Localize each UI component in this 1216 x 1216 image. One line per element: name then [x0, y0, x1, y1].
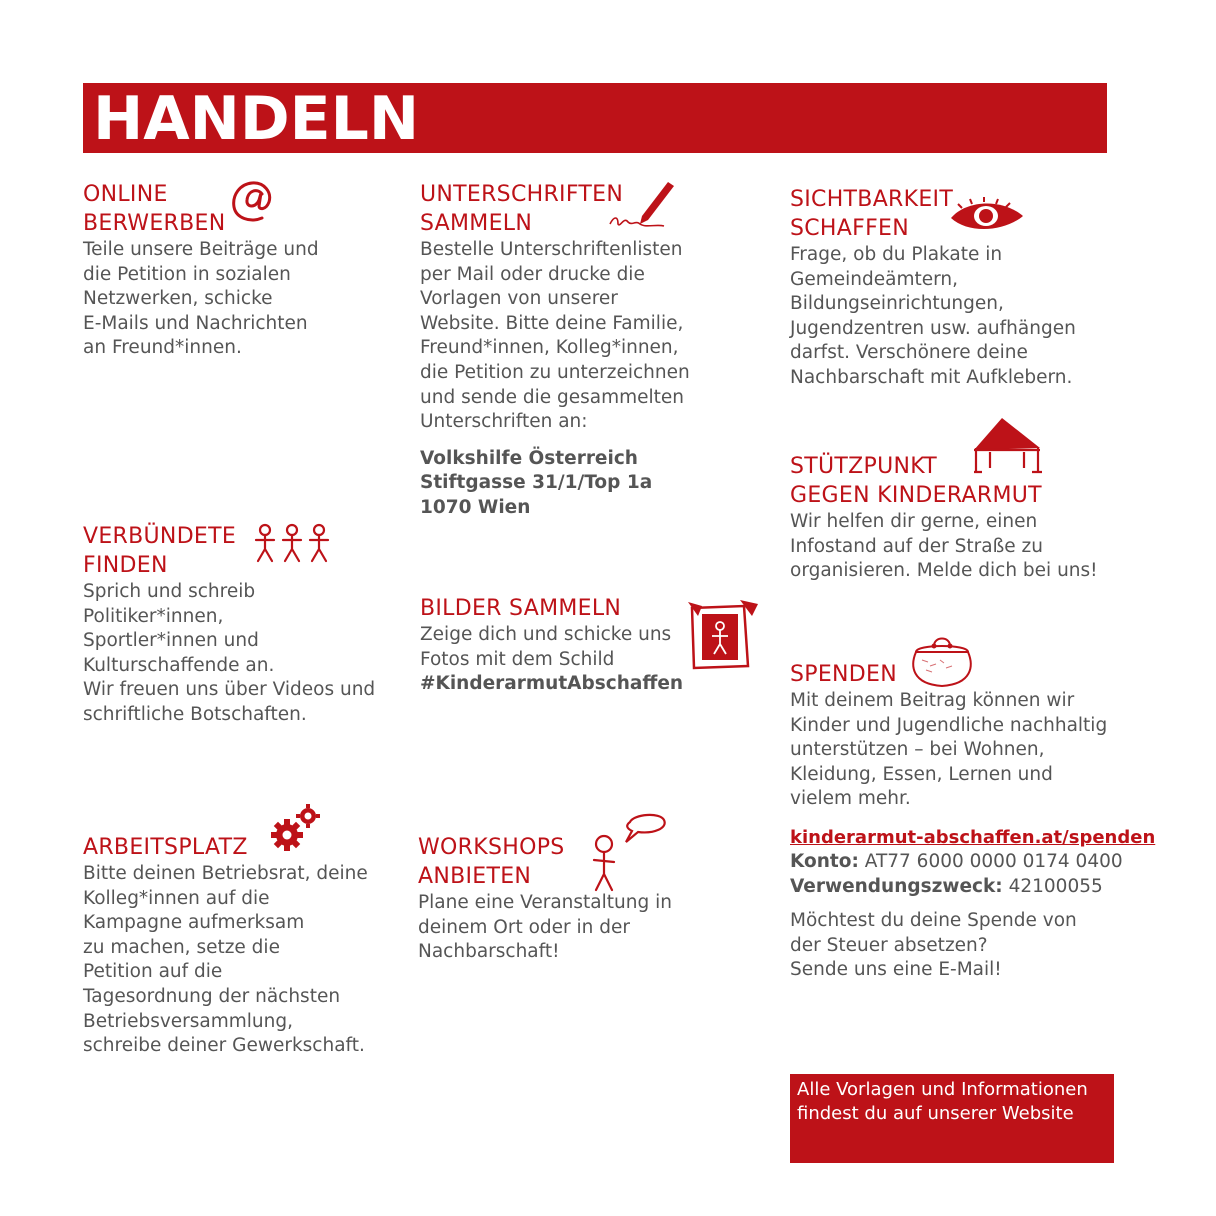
section-online: [83, 180, 319, 361]
header-banner: [83, 83, 1107, 153]
section-title: UNTERSCHRIFTEN SAMMELN: [420, 182, 624, 236]
section-title: SICHTBARKEIT SCHAFFEN: [790, 187, 954, 241]
purse-icon: [906, 630, 978, 690]
section-body: Bitte deinen Betriebsrat, deine Kolleg*innen auf die Kampagne aufmerksam zu machen, setze die Petition auf die Tagesordnung der nächsten Betriebsversammlung, schreibe deiner Gewerkschaft.: [83, 863, 368, 1057]
section-body: Frage, ob du Plakate in Gemeindeämtern, Bildungseinrichtungen, Jugendzentren usw. aufhängen darfst. Verschönere deine Nachbarschaft mit Aufklebern.: [790, 244, 1076, 388]
tent-icon: [970, 414, 1044, 476]
postal-address: Volkshilfe Österreich Stiftgasse 31/1/Top 1a 1070 Wien: [420, 447, 653, 518]
pen-icon: [606, 176, 678, 234]
section-sichtbarkeit: [790, 185, 1076, 391]
section-title: ARBEITSPLATZ: [83, 835, 248, 860]
section-title: SPENDEN: [790, 662, 897, 687]
section-bilder: [420, 594, 683, 697]
section-arbeitsplatz: [83, 833, 368, 1059]
section-body: Plane eine Veranstaltung in deinem Ort oder in der Nachbarschaft!: [418, 892, 672, 963]
picture-frame-icon: [686, 598, 762, 672]
gears-icon: [270, 802, 324, 854]
section-title: ONLINE BERWERBEN: [83, 182, 226, 236]
section-body: Bestelle Unterschriftenlisten per Mail oder drucke die Vorlagen von unserer Website. Bitte deine Familie, Freund*innen, Kolleg*innen, die Petition zu unterzeichnen und sende die gesammelten Unterschriften an:: [420, 239, 690, 433]
section-title: STÜTZPUNKT GEGEN KINDERARMUT: [790, 454, 1042, 508]
at-icon: [228, 178, 282, 226]
purpose-line: Verwendungszweck: 42100055: [790, 875, 1103, 897]
website-info-text: Alle Vorlagen und Informationen findest du auf unserer Website: [797, 1079, 1088, 1124]
section-body: Mit deinem Beitrag können wir Kinder und Jugendliche nachhaltig unterstützen – bei Wohnen, Kleidung, Essen, Lernen und vielem mehr.: [790, 690, 1108, 810]
speech-figure-icon: [590, 812, 670, 894]
donation-link[interactable]: kinderarmut-abschaffen.at/spenden: [790, 826, 1156, 848]
section-body: Teile unsere Beiträge und die Petition in sozialen Netzwerken, schicke E-Mails und Nachrichten an Freund*innen.: [83, 239, 319, 359]
section-title: WORKSHOPS ANBIETEN: [418, 835, 565, 889]
section-body: Zeige dich und schicke uns Fotos mit dem Schild: [420, 624, 672, 670]
stick-figures-icon: [252, 522, 334, 564]
section-body: Wir helfen dir gerne, einen Infostand auf der Straße zu organisieren. Melde dich bei uns!: [790, 511, 1098, 582]
website-info-box: [790, 1074, 1114, 1163]
hashtag: #KinderarmutAbschaffen: [420, 673, 684, 695]
section-body: Sprich und schreib Politiker*innen, Sportler*innen und Kulturschaffende an. Wir freuen uns über Videos und schriftliche Botschaften.: [83, 581, 376, 725]
account-line: Konto: AT77 6000 0000 0174 0400: [790, 850, 1123, 872]
section-title: BILDER SAMMELN: [420, 596, 622, 621]
section-title: VERBÜNDETE FINDEN: [83, 524, 237, 578]
section-stuetzpunkt: [790, 452, 1098, 584]
tax-note: Möchtest du deine Spende von der Steuer absetzen? Sende uns eine E-Mail!: [790, 910, 1077, 981]
page-title: HANDELN: [93, 84, 420, 154]
eye-icon: [948, 196, 1026, 236]
section-spenden: [790, 660, 1155, 983]
